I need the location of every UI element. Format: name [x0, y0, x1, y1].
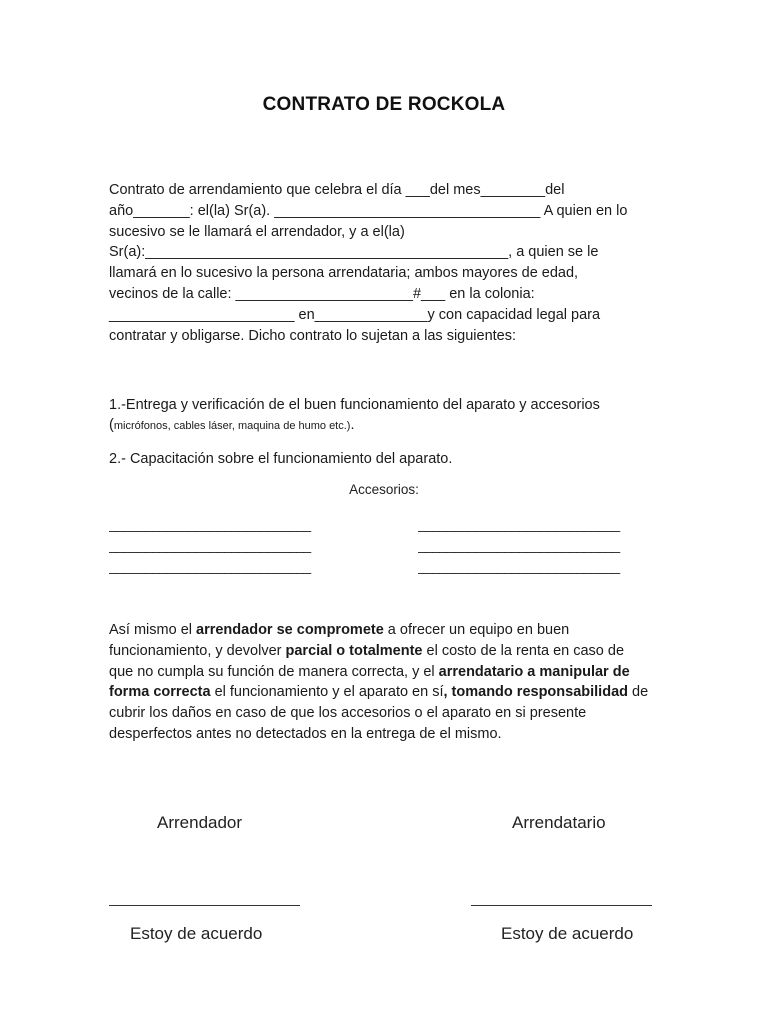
arrendatario-label: Arrendatario — [512, 813, 606, 832]
accessories-label: Accesorios: — [349, 482, 419, 497]
para-bold: parcial o totalmente — [285, 642, 423, 659]
para-text: Así mismo el — [109, 622, 197, 638]
accessory-blank-line: ____________________________ — [109, 517, 311, 532]
arrendador-agreement-text: Estoy de acuerdo — [130, 924, 263, 943]
clause-2: 2.- Capacitación sobre el funcionamiento del aparato. — [109, 451, 453, 467]
clause-1-accessory-note: micrófonos, cables láser, maquina de humo etc.) — [113, 420, 351, 432]
clause-1-text: 1.-Entrega y verificación de el buen funcionamiento del aparato y accesorios — [109, 397, 600, 413]
para-bold: arrendador se compromete — [196, 622, 384, 638]
clause-1 — [109, 395, 649, 436]
accessory-blank-line: ____________________________ — [418, 559, 620, 574]
para-text: a ofrecer un equipo en buen funcionamiento, y devolver — [109, 622, 570, 659]
intro-paragraph: Contrato de arrendamiento que celebra el día ___del mes________del año_______: el(la) Sr(a). _________________________________ A quien en lo sucesivo se le llamará el arrendador, y a el(la) Sr(a):_____________________________________________, a quien se le llamará en lo sucesivo la persona arrendataria; ambos mayores de edad, vecinos de la calle: ______________________#___ en la colonia: _______________________ en______________y con capacidad legal para contratar y obligarse. Dicho contrato lo sujetan a las siguientes: — [109, 182, 628, 344]
arrendador-label: Arrendador — [157, 813, 243, 832]
document-title: CONTRATO DE ROCKOLA — [262, 94, 506, 115]
accessory-blank-line: ____________________________ — [109, 559, 311, 574]
accessories-left-lines — [109, 514, 349, 577]
arrendatario-agreement-text: Estoy de acuerdo — [501, 924, 634, 943]
accessories-right-lines — [418, 514, 658, 577]
commitment-paragraph — [109, 620, 649, 745]
arrendador-signature-line — [109, 905, 300, 906]
accessory-blank-line: ____________________________ — [418, 517, 620, 532]
para-text: el funcionamiento y el aparato en sí — [210, 684, 444, 701]
accessory-blank-line: ____________________________ — [418, 538, 620, 553]
clause-1-open-paren: ( — [109, 417, 114, 433]
para-text: de cubrir los daños en caso de que los accesorios o el aparato en si presente desperfectos antes no detectados en la entrega de el mismo. — [109, 684, 649, 742]
para-bold: arrendatario a manipular de forma correcta — [109, 663, 630, 701]
para-text: el costo de la renta en caso de que no cumpla su función de manera correcta, y el — [109, 642, 625, 680]
accessory-blank-line: ____________________________ — [109, 538, 311, 553]
para-bold: , tomando responsabilidad — [443, 684, 628, 701]
clause-1-period: . — [350, 417, 355, 433]
arrendatario-signature-line — [471, 905, 652, 906]
